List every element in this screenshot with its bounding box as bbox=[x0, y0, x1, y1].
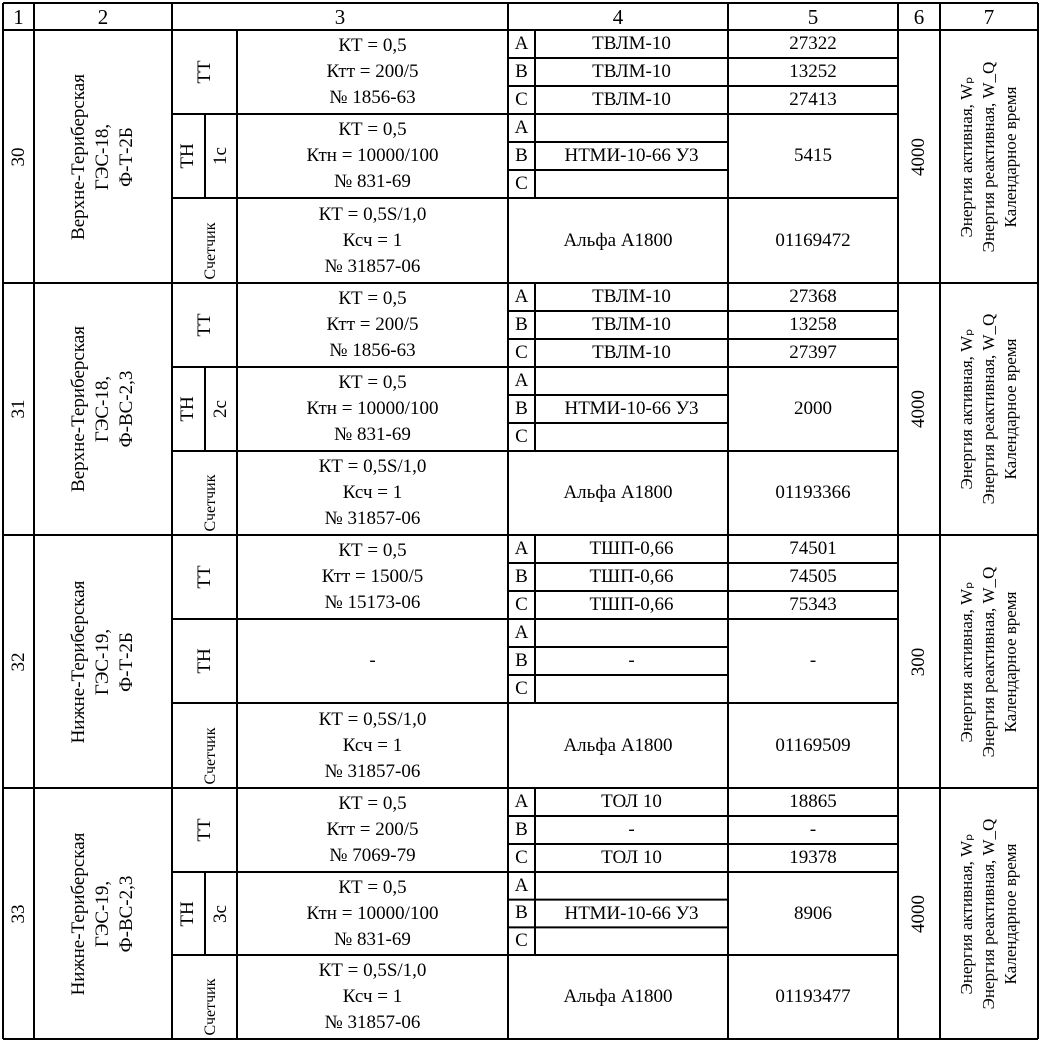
meter-label bbox=[197, 727, 225, 784]
tn-params bbox=[237, 619, 508, 703]
tt-type bbox=[535, 844, 728, 872]
object-name-line: ГЭС-19, bbox=[92, 628, 113, 695]
tt-params-line: КТ = 0,5 bbox=[338, 540, 407, 561]
tt-label bbox=[193, 818, 217, 841]
header-col-3 bbox=[172, 3, 508, 30]
tt-label-line: ТТ bbox=[193, 818, 215, 842]
tt-type-line: ТОЛ 10 bbox=[601, 791, 662, 812]
meter-label-line: Счетчик bbox=[201, 474, 219, 532]
tt-label bbox=[193, 313, 217, 336]
tt-type-line: - bbox=[628, 819, 635, 840]
tt-phase-line: A bbox=[514, 33, 529, 54]
header-col-4 bbox=[508, 3, 728, 30]
tt-serial bbox=[728, 563, 898, 591]
tn-phase bbox=[508, 423, 535, 451]
tt-params-line: КТ = 0,5 bbox=[338, 35, 407, 56]
measured-values bbox=[956, 818, 1022, 1009]
tt-params-line: № 7069-79 bbox=[329, 845, 416, 866]
tn-type bbox=[535, 619, 728, 703]
tt-serial-line: 18865 bbox=[789, 791, 837, 812]
tn-params bbox=[237, 872, 508, 955]
meter-params-line: КТ = 0,5S/1,0 bbox=[318, 456, 427, 477]
tt-params bbox=[237, 283, 508, 367]
tt-serial bbox=[728, 311, 898, 339]
measured-values bbox=[956, 566, 1022, 757]
tn-type-line: НТМИ-10-66 У3 bbox=[564, 398, 699, 419]
tn-phase-line: C bbox=[515, 173, 528, 194]
coefficient bbox=[907, 647, 931, 676]
meter-params-line: № 31857-06 bbox=[324, 1012, 421, 1033]
coefficient bbox=[907, 138, 931, 176]
tn-serial-line: 8906 bbox=[794, 902, 832, 924]
tt-label bbox=[193, 565, 217, 588]
tt-serial bbox=[728, 816, 898, 844]
tt-params-line: Ктт = 200/5 bbox=[326, 819, 419, 840]
tn-phase bbox=[508, 900, 535, 928]
object-name-line: Ф-ВС-2,3 bbox=[116, 370, 137, 448]
tn-label-line: ТН bbox=[177, 396, 198, 422]
tt-params-line: КТ = 0,5 bbox=[338, 288, 407, 309]
object-name-line: Ф-ВС-2,3 bbox=[116, 875, 137, 952]
tt-serial bbox=[728, 844, 898, 872]
tn-phase-line: B bbox=[515, 902, 528, 924]
tn-phase-line: A bbox=[514, 622, 529, 643]
tt-phase-line: C bbox=[515, 594, 528, 615]
tt-type bbox=[535, 311, 728, 339]
header-col-7-line: 7 bbox=[983, 4, 995, 29]
meter-type bbox=[508, 955, 728, 1039]
tt-serial-line: 74501 bbox=[789, 538, 837, 559]
tt-serial bbox=[728, 30, 898, 58]
coefficient-line: 4000 bbox=[908, 137, 929, 176]
tn-phase bbox=[508, 927, 535, 955]
tn-label bbox=[176, 901, 200, 926]
tn-section-label-line: 2с bbox=[210, 400, 231, 418]
meter-params bbox=[237, 198, 508, 283]
tn-params-line: № 831-69 bbox=[334, 424, 411, 445]
tn-type bbox=[535, 872, 728, 955]
meter-params-line: № 31857-06 bbox=[324, 760, 421, 782]
object-name-line: ГЭС-18, bbox=[92, 375, 113, 443]
object-name bbox=[67, 326, 139, 492]
meter-label-line: Счетчик bbox=[201, 727, 219, 784]
tn-label bbox=[176, 396, 200, 421]
tt-phase bbox=[508, 339, 535, 367]
tn-type-line: НТМИ-10-66 У3 bbox=[564, 145, 699, 166]
tt-serial bbox=[728, 788, 898, 816]
tn-section-label bbox=[209, 905, 233, 923]
tt-phase bbox=[508, 591, 535, 619]
meter-serial bbox=[728, 198, 898, 283]
row-number bbox=[7, 147, 31, 166]
meter-params-line: № 31857-06 bbox=[324, 508, 421, 529]
header-col-6-line: 6 bbox=[913, 4, 925, 29]
meter-params-line: Ксч = 1 bbox=[342, 229, 403, 251]
object-name-line: Нижне-Териберская bbox=[68, 832, 89, 995]
measured-values bbox=[956, 314, 1022, 505]
meter-serial bbox=[728, 703, 898, 788]
tt-type-line: ТВЛМ-10 bbox=[592, 342, 671, 363]
tn-section-label bbox=[209, 400, 233, 418]
tn-params-line: - bbox=[369, 650, 376, 671]
tt-type bbox=[535, 283, 728, 311]
tt-type-line: ТВЛМ-10 bbox=[592, 314, 671, 335]
tt-serial bbox=[728, 339, 898, 367]
tt-phase-line: A bbox=[514, 538, 529, 559]
tn-params bbox=[237, 367, 508, 451]
object-name-line: Ф-Т-2Б bbox=[116, 631, 137, 692]
tt-serial-line: 27322 bbox=[789, 33, 837, 54]
meter-params-line: Ксч = 1 bbox=[342, 734, 403, 756]
tt-serial bbox=[728, 535, 898, 563]
object-name-line: ГЭС-19, bbox=[92, 880, 113, 947]
header-col-2-line: 2 bbox=[97, 4, 109, 29]
tn-params bbox=[237, 114, 508, 198]
tt-serial-line: 19378 bbox=[789, 847, 837, 868]
tn-section-label-line: 3с bbox=[210, 904, 231, 923]
object-name-line: ГЭС-18, bbox=[92, 123, 113, 190]
tn-label-line: ТН bbox=[177, 143, 198, 169]
measured-value-line: Энергия реактивная, W_Q bbox=[979, 313, 998, 505]
meter-serial-line: 01169472 bbox=[775, 229, 851, 251]
tt-type bbox=[535, 30, 728, 58]
tt-serial-line: 27413 bbox=[789, 89, 837, 110]
meter-label bbox=[197, 222, 225, 279]
meter-serial-line: 01193366 bbox=[775, 482, 851, 503]
tn-label-line: ТН bbox=[193, 648, 215, 674]
tn-phase bbox=[508, 367, 535, 395]
tt-phase-line: A bbox=[514, 791, 529, 812]
header-col-3-line: 3 bbox=[334, 4, 346, 29]
tt-phase bbox=[508, 844, 535, 872]
tn-serial-line: 2000 bbox=[794, 398, 832, 419]
meter-params-line: КТ = 0,5S/1,0 bbox=[318, 960, 427, 981]
tn-serial-line: - bbox=[809, 650, 817, 671]
tt-phase-line: C bbox=[515, 342, 528, 363]
tn-params-line: КТ = 0,5 bbox=[338, 876, 407, 898]
tt-type-line: ТШП-0,66 bbox=[589, 566, 674, 587]
tn-serial bbox=[728, 367, 898, 451]
tn-serial bbox=[728, 619, 898, 703]
object-name bbox=[67, 74, 139, 240]
tn-phase-line: C bbox=[515, 426, 528, 447]
coefficient-line: 4000 bbox=[908, 390, 929, 428]
tn-params-line: КТ = 0,5 bbox=[338, 119, 407, 140]
tt-serial-line: 13258 bbox=[789, 314, 837, 335]
tt-params-line: № 1856-63 bbox=[329, 340, 416, 361]
tt-type-line: ТВЛМ-10 bbox=[592, 89, 671, 110]
tt-params-line: № 1856-63 bbox=[329, 87, 416, 108]
tt-type-line: ТВЛМ-10 bbox=[592, 61, 671, 82]
meter-label bbox=[197, 475, 225, 532]
header-col-5 bbox=[728, 3, 898, 30]
tt-type bbox=[535, 86, 728, 114]
row-number-line: 30 bbox=[7, 147, 29, 166]
measured-value-line: Энергия активная, Wₚ bbox=[957, 833, 976, 994]
object-name-line: Верхне-Териберская bbox=[68, 326, 89, 492]
tt-phase bbox=[508, 30, 535, 58]
object-name bbox=[67, 580, 139, 743]
meter-type bbox=[508, 703, 728, 788]
meter-type-line: Альфа А1800 bbox=[563, 229, 673, 251]
row-number bbox=[7, 400, 31, 419]
tt-type bbox=[535, 58, 728, 86]
tt-serial-line: 27368 bbox=[789, 286, 837, 307]
tt-params bbox=[237, 535, 508, 619]
tn-type-line: НТМИ-10-66 У3 bbox=[564, 902, 699, 924]
meter-params-line: КТ = 0,5S/1,0 bbox=[318, 708, 427, 730]
tt-type bbox=[535, 563, 728, 591]
tt-phase-line: B bbox=[515, 819, 528, 840]
measured-values bbox=[956, 61, 1022, 252]
tn-serial bbox=[728, 114, 898, 198]
tn-phase-line: B bbox=[515, 145, 528, 166]
measured-value-line: Календарное время bbox=[1001, 86, 1020, 227]
meter-label-line: Счетчик bbox=[201, 978, 219, 1036]
measured-value-line: Календарное время bbox=[1001, 338, 1020, 480]
tt-params-line: № 15173-06 bbox=[324, 592, 421, 613]
tn-phase bbox=[508, 675, 535, 703]
tn-phase bbox=[508, 114, 535, 142]
object-name bbox=[67, 832, 139, 995]
tt-serial bbox=[728, 591, 898, 619]
row-number-line: 31 bbox=[7, 399, 29, 419]
tt-phase bbox=[508, 86, 535, 114]
tt-phase bbox=[508, 563, 535, 591]
meter-label-line: Счетчик bbox=[201, 222, 219, 279]
tn-phase-line: A bbox=[514, 874, 529, 896]
tn-section-label bbox=[209, 147, 233, 165]
tt-serial-line: - bbox=[809, 819, 817, 840]
tt-type-line: ТВЛМ-10 bbox=[592, 286, 671, 307]
tt-phase-line: C bbox=[515, 847, 528, 868]
meter-params bbox=[237, 703, 508, 788]
tt-phase bbox=[508, 816, 535, 844]
tt-params-line: Ктт = 1500/5 bbox=[321, 566, 424, 587]
tt-params bbox=[237, 30, 508, 114]
tn-label bbox=[176, 143, 200, 168]
tt-serial bbox=[728, 283, 898, 311]
object-name-line: Верхне-Териберская bbox=[68, 73, 89, 240]
tn-params-line: Ктн = 10000/100 bbox=[306, 902, 439, 924]
meter-label bbox=[197, 979, 225, 1036]
tt-serial-line: 74505 bbox=[789, 566, 837, 587]
tt-serial-line: 27397 bbox=[789, 342, 837, 363]
tn-serial-line: 5415 bbox=[794, 145, 832, 166]
tn-phase bbox=[508, 395, 535, 423]
object-name-line: Нижне-Териберская bbox=[68, 580, 89, 743]
tt-serial bbox=[728, 58, 898, 86]
tn-label bbox=[193, 648, 217, 673]
meter-type-line: Альфа А1800 bbox=[563, 734, 673, 756]
tt-serial-line: 13252 bbox=[789, 61, 837, 82]
tn-type bbox=[535, 367, 728, 451]
tt-phase-line: B bbox=[515, 566, 528, 587]
tn-params-line: Ктн = 10000/100 bbox=[306, 145, 439, 166]
tt-label-line: ТТ bbox=[193, 565, 215, 589]
tn-section-label-line: 1с bbox=[210, 147, 231, 165]
meter-serial-line: 01169509 bbox=[775, 734, 851, 756]
meter-serial bbox=[728, 955, 898, 1039]
tt-type-line: ТОЛ 10 bbox=[601, 847, 662, 868]
tt-type-line: ТВЛМ-10 bbox=[592, 33, 671, 54]
meter-params bbox=[237, 955, 508, 1039]
tn-params-line: Ктн = 10000/100 bbox=[306, 398, 439, 419]
measured-value-line: Календарное время bbox=[1001, 843, 1020, 984]
meter-type bbox=[508, 451, 728, 535]
tn-phase bbox=[508, 619, 535, 647]
row-number-line: 32 bbox=[7, 652, 29, 671]
header-col-1 bbox=[3, 3, 34, 30]
meter-params bbox=[237, 451, 508, 535]
coefficient bbox=[907, 895, 931, 933]
tt-type bbox=[535, 816, 728, 844]
header-col-7 bbox=[940, 3, 1038, 30]
coefficient-line: 4000 bbox=[908, 894, 929, 933]
header-col-6 bbox=[898, 3, 940, 30]
tn-params-line: КТ = 0,5 bbox=[338, 372, 407, 393]
tt-type bbox=[535, 535, 728, 563]
tt-phase-line: C bbox=[515, 89, 528, 110]
tt-phase bbox=[508, 311, 535, 339]
tn-phase-line: A bbox=[514, 117, 529, 138]
tn-phase-line: A bbox=[514, 370, 529, 391]
meter-type-line: Альфа А1800 bbox=[563, 482, 673, 503]
row-number-line: 33 bbox=[7, 904, 29, 923]
tt-params bbox=[237, 788, 508, 872]
meter-params-line: Ксч = 1 bbox=[342, 482, 403, 503]
tn-phase bbox=[508, 647, 535, 675]
tt-label-line: ТТ bbox=[193, 313, 215, 337]
tt-type-line: ТШП-0,66 bbox=[589, 538, 674, 559]
tn-phase bbox=[508, 872, 535, 900]
row-number bbox=[7, 904, 31, 923]
header-col-5-line: 5 bbox=[807, 4, 819, 29]
meter-params-line: № 31857-06 bbox=[324, 255, 421, 277]
tt-phase-line: A bbox=[514, 286, 529, 307]
object-name-line: Ф-Т-2Б bbox=[116, 126, 137, 187]
measured-value-line: Энергия активная, Wₚ bbox=[957, 76, 976, 237]
meter-params-line: КТ = 0,5S/1,0 bbox=[318, 203, 427, 225]
meter-params-line: Ксч = 1 bbox=[342, 986, 403, 1007]
tt-type bbox=[535, 339, 728, 367]
coefficient bbox=[907, 390, 931, 428]
header-col-2 bbox=[34, 3, 172, 30]
tt-phase bbox=[508, 535, 535, 563]
meter-type-line: Альфа А1800 bbox=[563, 986, 673, 1007]
tn-phase-line: B bbox=[515, 650, 528, 671]
row-number bbox=[7, 652, 31, 671]
measured-value-line: Энергия реактивная, W_Q bbox=[979, 566, 998, 757]
tn-params-line: № 831-69 bbox=[334, 928, 411, 950]
tt-serial bbox=[728, 86, 898, 114]
tt-phase bbox=[508, 283, 535, 311]
meter-serial bbox=[728, 451, 898, 535]
tt-label bbox=[193, 60, 217, 83]
tt-label-line: ТТ bbox=[193, 60, 215, 84]
tn-label-line: ТН bbox=[177, 900, 198, 927]
tt-type bbox=[535, 591, 728, 619]
tn-phase bbox=[508, 170, 535, 198]
tn-phase-line: B bbox=[515, 398, 528, 419]
measured-value-line: Энергия реактивная, W_Q bbox=[979, 61, 998, 252]
tt-serial-line: 75343 bbox=[789, 594, 837, 615]
tn-params-line: № 831-69 bbox=[334, 171, 411, 192]
measured-value-line: Энергия реактивная, W_Q bbox=[979, 818, 998, 1009]
meter-type bbox=[508, 198, 728, 283]
tt-type bbox=[535, 788, 728, 816]
tt-phase bbox=[508, 58, 535, 86]
tn-phase-line: C bbox=[515, 930, 528, 952]
tt-phase-line: B bbox=[515, 61, 528, 82]
tn-serial bbox=[728, 872, 898, 955]
tt-params-line: КТ = 0,5 bbox=[338, 793, 407, 814]
tn-phase bbox=[508, 142, 535, 170]
tt-params-line: Ктт = 200/5 bbox=[326, 61, 419, 82]
measured-value-line: Энергия активная, Wₚ bbox=[957, 328, 976, 490]
tn-type-line: - bbox=[628, 650, 635, 671]
header-col-4-line: 4 bbox=[612, 4, 624, 29]
coefficient-line: 300 bbox=[908, 647, 929, 676]
meter-serial-line: 01193477 bbox=[775, 986, 851, 1007]
header-col-1-line: 1 bbox=[13, 4, 24, 29]
tt-phase-line: B bbox=[515, 314, 528, 335]
tt-phase bbox=[508, 788, 535, 816]
measured-value-line: Энергия активная, Wₚ bbox=[957, 581, 976, 742]
tt-params-line: Ктт = 200/5 bbox=[326, 314, 419, 335]
tn-type bbox=[535, 114, 728, 198]
tt-type-line: ТШП-0,66 bbox=[589, 594, 674, 615]
measured-value-line: Календарное время bbox=[1001, 591, 1020, 732]
tn-phase-line: C bbox=[515, 678, 528, 699]
